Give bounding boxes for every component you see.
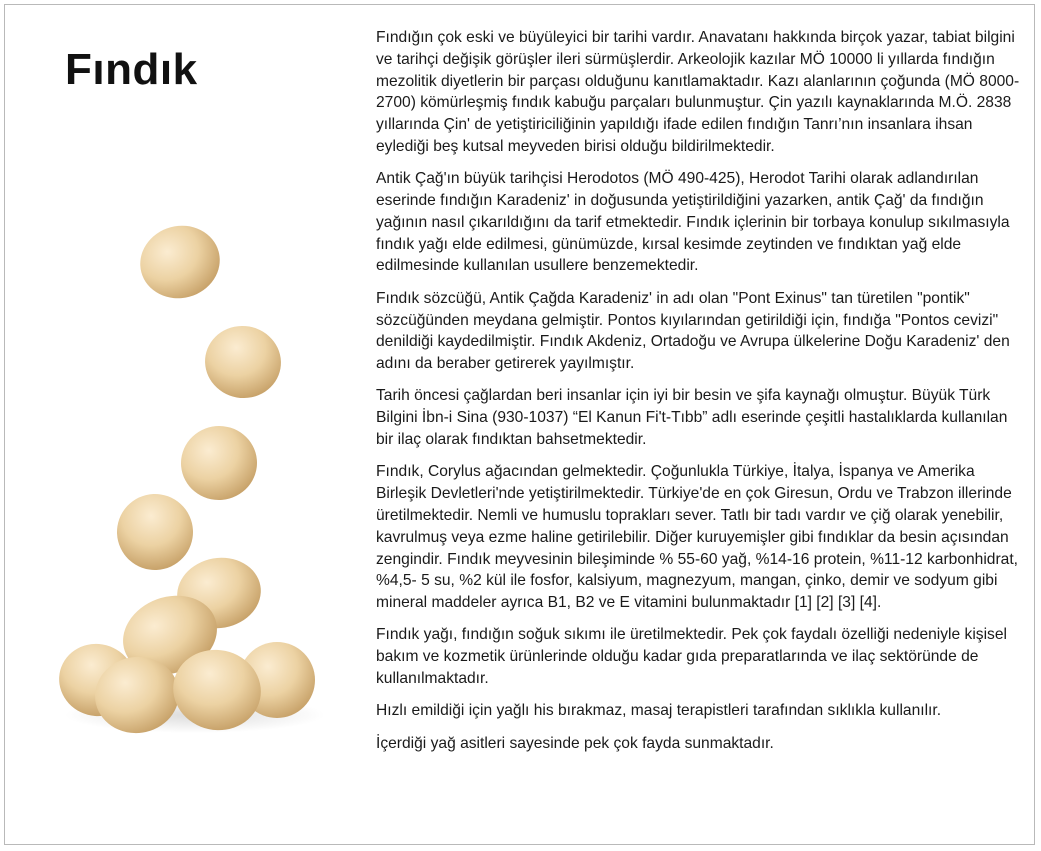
paragraph-medicine: Tarih öncesi çağlardan beri insanlar için iyi bir besin ve şifa kaynağı olmuştur. Büyük Türk Bilgini İbn-i Sina (930-1037) “El Kanun Fi't-Tıbb” adlı eserinde çeşitli hastalıklarda kullanılan bir ilaç olarak fındıktan bahsetmektedir. [376, 387, 1008, 449]
hazelnut-3 [178, 423, 260, 503]
paragraph-herodotus: Antik Çağ'ın büyük tarihçisi Herodotos (MÖ 490-425), Herodot Tarihi olarak adlandırılan eserinde fındığın Karadeniz' in doğusunda yetiştirildiğini yazarken, antik Çağ' da fındığın yağının nasıl çıkarıldığını da tarif etmektedir. Fındık içlerinin bir torbaya konulup sıkılmasıyla fındık yağı elde edilmesi, günümüzde, kırsal kesimde zeytinden ve fındıktan yağ elde edilmesinde kullanılan usullere benzemektedir. [376, 170, 1010, 275]
page-frame [4, 4, 1035, 845]
hazelnut-pile [55, 583, 315, 739]
hazelnut-2 [199, 320, 286, 404]
paragraph-oil: Fındık yağı, fındığın soğuk sıkımı ile üretilmektedir. Pek çok faydalı özelliği nedeniyle kişisel bakım ve kozmetik ürünlerinde olduğu kadar gıda preparatlarında ve ilaç sektöründe de kullanılmaktadır. [376, 626, 1007, 688]
paragraph-history: Fındığın çok eski ve büyüleyici bir tarihi vardır. Anavatanı hakkında birçok yazar, tabiat bilgini ve tarihçi değişik görüşler ileri sürmüşlerdir. Arkeolojik kazılar MÖ 10000 li yıllarda fındığın mezolitik diyetlerin bir parçası olduğunu kanıtlamaktadır. Kazı alanlarının çoğunda (MÖ 8000-2700) kömürleşmiş fındık kabuğu parçaları bulunmuştur. Çin yazılı kaynaklarında M.Ö. 2838 yıllarında Çin' de yetiştiriciliğinin yapıldığı ifade edilen fındığın Tanrı’nın insanlara ihsan eylediği beş kutsal meyveden birisi olduğu bildirilmektedir. [376, 29, 1020, 155]
paragraph-massage: Hızlı emildiği için yağlı his bırakmaz, masaj terapistleri tarafından sıklıkla kullanılır. [376, 702, 942, 720]
page-title: Fındık [65, 45, 198, 94]
paragraph-fatty-acids: İçerdiği yağ asitleri sayesinde pek çok fayda sunmaktadır. [376, 734, 774, 752]
paragraph-etymology: Fındık sözcüğü, Antik Çağda Karadeniz' in adı olan "Pont Exinus" tan türetilen "pontik" sözcüğünden meydana gelmiştir. Pontos kıyılarından getirildiği için, fındığa "Pontos cevizi" denildiği kaydedilmiştir. Fındık Akdeniz, Ortadoğu ve Avrupa ülkelerine Doğu Karadeniz' den adını da beraber getirerek yayılmıştır. [376, 289, 1010, 373]
hazelnut-1 [132, 217, 228, 307]
article-body [376, 27, 1026, 765]
hazelnut-illustration [55, 210, 325, 740]
hazelnut-4 [106, 483, 203, 580]
paragraph-nutrition: Fındık, Corylus ağacından gelmektedir. Çoğunlukla Türkiye, İtalya, İspanya ve Amerika Birleşik Devletleri'nde yetiştirilmektedir. Türkiye'de en çok Giresun, Ordu ve Trabzon illerinde üretilmektedir. Nemli ve humuslu toprakları sever. Tatlı bir tadı vardır ve çiğ olarak yenebilir, kavrulmuş veya ezme haline getirilebilir. Diğer kuruyemişler gibi fındıklar da besin açısından zengindir. Fındık meyvesinin bileşiminde % 55-60 yağ, %14-16 protein, %11-12 karbonhidrat, %4,5- 5 su, %2 kül ile fosfor, kalsiyum, magnezyum, mangan, çinko, demir ve sodyum gibi mineral maddeler ayrıca B1, B2 ve E vitamini bulunmaktadır [1] [2] [3] [4]. [376, 463, 1019, 612]
